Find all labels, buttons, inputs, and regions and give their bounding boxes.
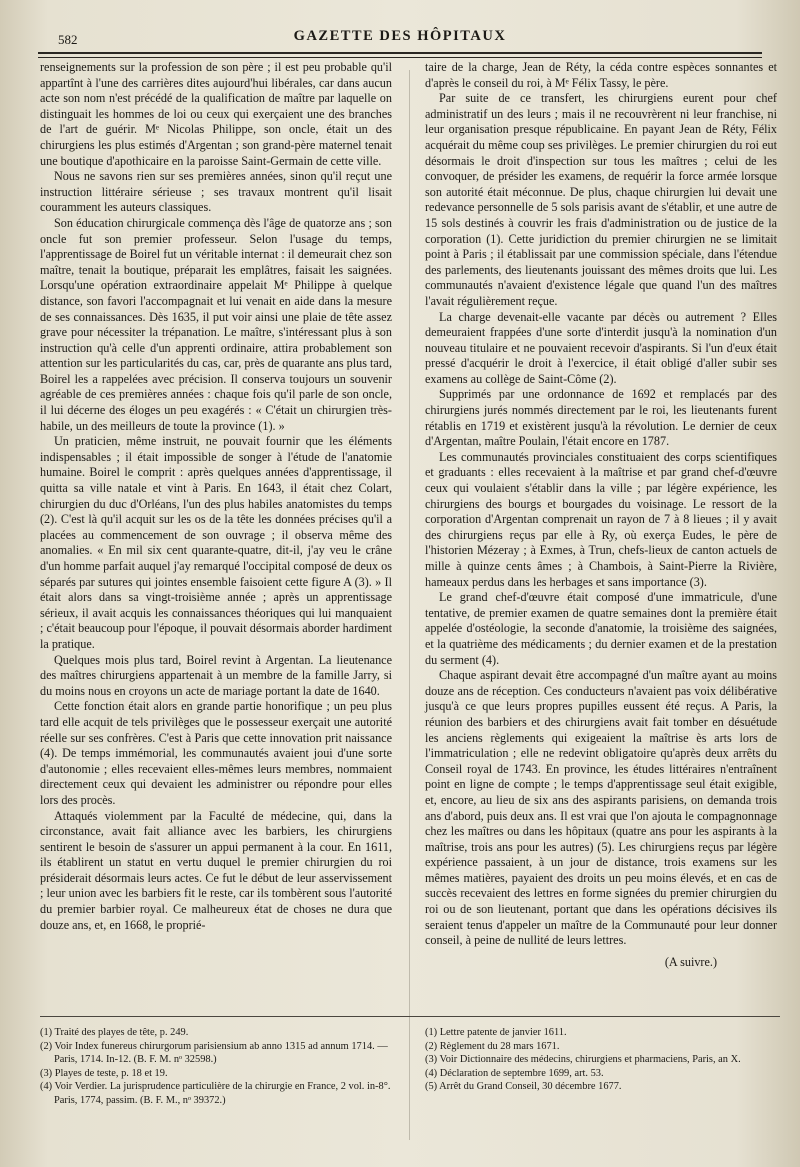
paragraph: Les communautés provinciales constituaient des corps scientifiques et graduants : elles recevaient à la maîtrise et par grand chef-d'œuvre ceux qui voulaient s'établir dans la ville ; par légère expérience, les chirurgiens des bourgs et bourgades du voisinage. Le ressort de la corporation d'Argentan comprenait un rayon de 7 à 8 lieues ; il y avait des chirurgiens reçus par elle à Ry, où exerça Eudes, le père de l'historien Mézeray ; à Exmes, à Trun, chefs-lieux de canton actuels de mille à quinze cents âmes ; à Chambois, à Saint-Pierre la Rivière, hameaux perdus dans les herbages et sans importance (3). — [425, 449, 777, 589]
footnote: (3) Playes de teste, p. 18 et 19. — [40, 1067, 168, 1079]
footnote: (4) Déclaration de septembre 1699, art. 53. — [425, 1067, 604, 1079]
footnote: (1) Lettre patente de janvier 1611. — [425, 1027, 567, 1038]
footnote: (1) Traité des playes de tête, p. 249. — [40, 1027, 189, 1038]
right-column — [425, 60, 777, 970]
left-column — [40, 60, 392, 933]
footnotes-left — [40, 1026, 400, 1108]
header-rule — [38, 52, 762, 58]
footnotes-right — [425, 1026, 780, 1094]
column-divider — [409, 70, 410, 1140]
paragraph: Nous ne savons rien sur ses premières années, sinon qu'il reçut une instruction littéraire sérieuse ; ses travaux montrent qu'il lisait couramment les auteurs classiques. — [40, 169, 392, 215]
footnote: (5) Arrêt du Grand Conseil, 30 décembre 1677. — [425, 1081, 622, 1093]
paragraph: Attaqués violemment par la Faculté de médecine, qui, dans la circonstance, avait fait alliance avec les barbiers, les chirurgiens sentirent le besoin de s'assurer un appui permanent à la cour. En 1611, ils établirent un statut en vertu duquel le premier chirurgien du roi présiderait désormais leurs actes. Ce fut le début de leur asservissement ; leur union avec les barbiers fit le reste, car ils tombèrent sous l'autorité du premier barbier royal. Ce malheureux état de choses ne dura que douze ans, et, en 1668, le proprié- — [40, 808, 392, 932]
footnote-rule — [40, 1016, 780, 1017]
footnote: (2) Voir Index funereus chirurgorum parisiensium ab anno 1315 ad annum 1714. — Paris, 1714. In-12. (B. F. M. nᵒ 32598.) — [40, 1040, 388, 1066]
paragraph: Quelques mois plus tard, Boirel revint à Argentan. La lieutenance des maîtres chirurgiens appartenait à un membre de la famille Jarry, si du moins nous en croyons un acte de mariage portant la date de 1640. — [40, 652, 392, 698]
paragraph: Par suite de ce transfert, les chirurgiens eurent pour chef administratif un des leurs ; mais il ne recouvrèrent ni leur franchise, ni leur organisation presque républicaine. En payant Jean de Réty, Félix acquérait du même coup ses privilèges. Le premier chirurgien du roi eut désormais le droit d'inspection sur tous les maîtres ; celui de les convoquer, de présider les examens, de requérir la force armée lorsque son autorité était méconnue. De plus, chaque chirurgien lui devait une redevance personnelle de 5 sols parisis avant de s'établir, et une autre de 15 sols destinés à couvrir les frais d'administration ou de justice de la corporation (1). Cette juridiction du premier chirurgien ne se limitait point à Paris ; il établissait par une commission spéciale, dans l'étendue des parlements, des lieutenants jouissant des mêmes droits que lui. Les communautés n'avaient d'existence légale que quand l'un des maîtres l'avait régulièrement reçue. — [425, 91, 777, 308]
paragraph: taire de la charge, Jean de Réty, la céda contre espèces sonnantes et d'après le conseil du roi, à Mᵉ Félix Tassy, le père. — [425, 60, 777, 90]
paragraph: renseignements sur la profession de son père ; il est peu probable qu'il appartînt à l'une des carrières dites aujourd'hui libérales, car dans aucun acte son nom n'est précédé de la qualification de maître par laquelle on distinguait les hommes de loi ou ceux qui exerçaient une des branches de l'art de guérir. Mᵉ Nicolas Philippe, son oncle, était un des chirurgiens les plus estimés d'Argentan ; son grand-père maternel tenait une boutique d'apothicaire en la paroisse Saint-Germain de cette ville. — [40, 60, 392, 168]
page-number: 582 — [58, 32, 78, 47]
paragraph: Chaque aspirant devait être accompagné d'un maître ayant au moins douze ans de réception. Ces conducteurs n'avaient pas voix délibérative jusqu'à ce que leurs propres pupilles eussent été reçus. A Paris, la réunion des barbiers et des chirurgiens avait fait tomber en désuétude les anciens règlements qui exigeaient la maîtrise ès arts lors de l'immatriculation ; elle ne redevint obligatoire qu'après deux arrêts du Conseil royal de 1743. En province, les études littéraires n'entraînent point en ligne de compte ; le temps d'apprentissage seul était exigible, et, encore, au lieu de six ans des aspirants parisiens, on demanda trois ans d'abord, puis deux ans. Il est vrai que l'on ajouta le compagnonnage chez les maîtres ou dans les hôpitaux (quatre ans pour les aspirants à la maîtrise, trois ans pour les autres) (5). Les chirurgiens reçus par légère expérience passaient, à un jour de distance, trois examens sur les mêmes matières, payaient des droits un peu moins élevés, et en cas de succès recevaient des lettres en forme signées du premier chirurgien du roi ou de son lieutenant, portant que dans les opérations décisives ils seraient tenus d'appeler un maître de la Communauté pour leur donner conseil, à peine de nullité de leurs lettres. — [425, 668, 777, 948]
paragraph: La charge devenait-elle vacante par décès ou autrement ? Elles demeuraient frappées d'une sorte d'interdit jusqu'à la nomination d'un nouveau titulaire et ne pouvaient recevoir d'aspirants. Si l'un d'eux était pressé d'acquérir le droit à l'exercice, il était obligé d'aller subir ses examens au collège de Saint-Côme (2). — [425, 309, 777, 386]
paragraph: Un praticien, même instruit, ne pouvait fournir que les éléments indispensables ; il était impossible de songer à l'étude de l'anatomie humaine. Boirel le comprit : après quelques années d'apprentissage, il quitta sa ville natale et vint à Paris. En 1643, il était chez Colart, chirurgien du duc d'Orléans, l'un des plus habiles anatomistes du temps (2). C'est là qu'il acquit sur les os de la tête les données précises qu'il a placées au commencement de son ouvrage ; il observa même des anomalies. « En mil six cent quarante-quatre, dit-il, j'ay veu le crâne d'un homme parfait auquel j'ay remarqué l'occipital composé de deux os séparés par sutures qui jointes ensemble faisoient cette figure A (3). » Il était alors dans sa vingt-troisième année ; après un apprentissage sérieux, il avait acquis les connaissances théoriques qui lui manquaient ; c'était beaucoup pour l'époque, il pouvait désormais aborder hardiment la pratique. — [40, 434, 392, 651]
paragraph: Cette fonction était alors en grande partie honorifique ; un peu plus tard elle acquit de tels privilèges que le possesseur exerçait une autorité réelle sur ses confrères. C'est à Paris que cette innovation prit naissance (4). De temps immémorial, les communautés avaient joui d'une sorte d'autonomie ; elles recevaient elles-mêmes leurs membres, nommaient directement ceux qui devaient les administrer ou répondre pour elles lors des procès. — [40, 699, 392, 807]
paragraph: Le grand chef-d'œuvre était composé d'une immatricule, d'une tentative, de premier examen de quatre semaines dont la première était appelée d'ostéologie, la seconde d'anatomie, la troisième des saignées, et la quatrième des médicaments ; du dernier examen et de la prestation du serment (4). — [425, 590, 777, 667]
paragraph: Supprimés par une ordonnance de 1692 et remplacés par des chirurgiens jurés nommés directement par le roi, les lieutenants furent rétablis en 1719 et existèrent jusqu'à la révolution. Le dernier de ceux d'Argentan, maître Poulain, l'était encore en 1787. — [425, 387, 777, 449]
to-be-continued: (A suivre.) — [664, 954, 717, 969]
footnote: (2) Règlement du 28 mars 1671. — [425, 1040, 560, 1052]
paragraph: Son éducation chirurgicale commença dès l'âge de quatorze ans ; son oncle fut son premier professeur. Selon l'usage du temps, l'apprentissage de Boirel fut un véritable internat : il demeurait chez son maître, tenait la boutique, préparait les emplâtres, faisait les saignées. Lorsqu'une opération extraordinaire appelait Mᵉ Philippe à quelque distance, son favori l'accompagnait et lui venait en aide dans la mesure de ses connaissances. Dès 1635, il put voir ainsi une plaie de tête assez grave pour nécessiter la trépanation. Le maître, s'intéressant plus à son instruction qu'à celle d'un apprenti ordinaire, attira probablement son attention sur les particularités du cas, car, près de quarante ans plus tard, Boirel les a rappelées avec précision. Il conserva toujours un souvenir agréable de ces premières années : chaque fois qu'il parle de son oncle, il lui décerne des éloges un peu exagérés : « C'était un chirurgien très-habile, un des meilleurs de toute la province (1). » — [40, 215, 392, 433]
footnote: (3) Voir Dictionnaire des médecins, chirurgiens et pharmaciens, Paris, an X. — [425, 1054, 741, 1066]
journal-title: GAZETTE DES HÔPITAUX — [293, 28, 507, 44]
footnote: (4) Voir Verdier. La jurisprudence particulière de la chirurgie en France, 2 vol. in-8°. Paris, 1774, passim. (B. F. M., nᵒ 39372.) — [40, 1081, 391, 1106]
